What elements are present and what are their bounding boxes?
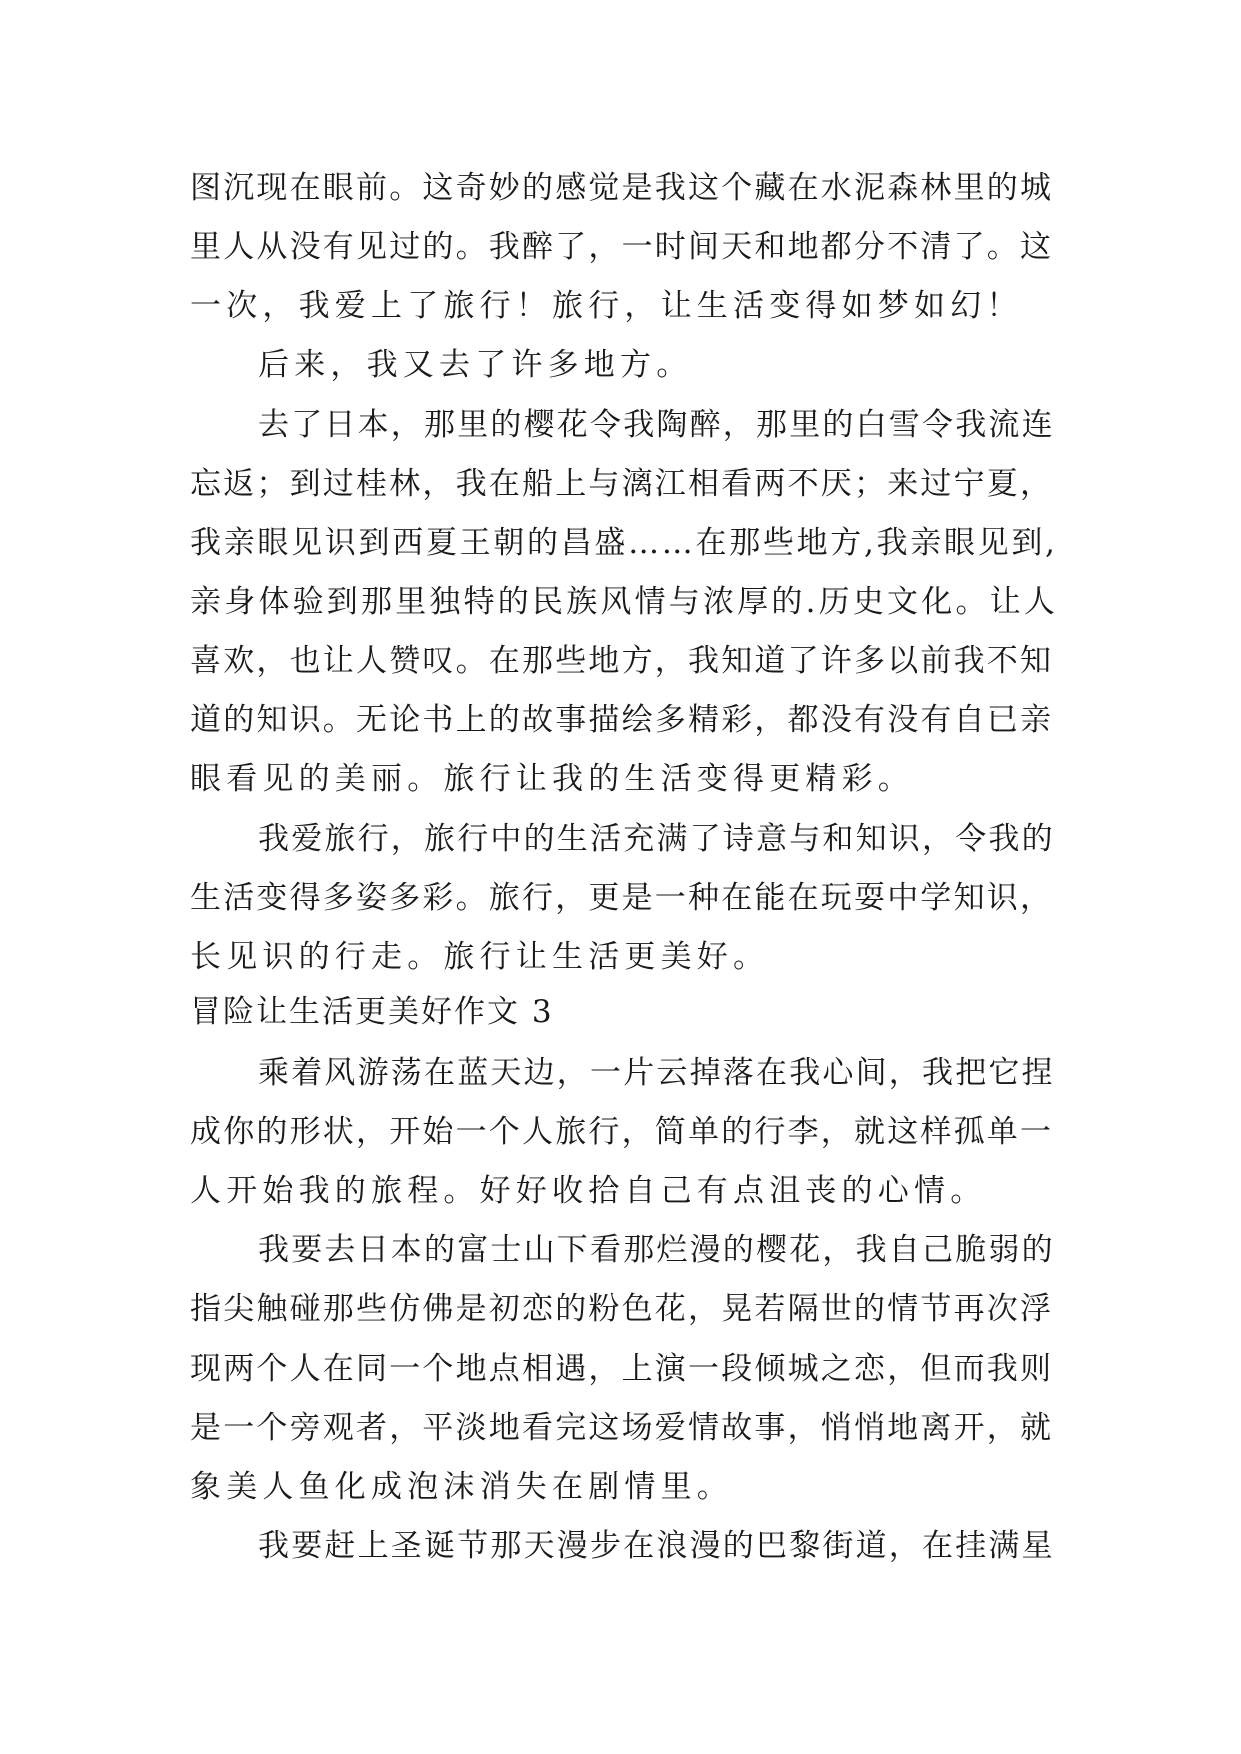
text-line: 人开始我的旅程。好好收拾自己有点沮丧的心情。 (190, 1173, 987, 1209)
text-line: 长见识的行走。旅行让生活更美好。 (190, 939, 770, 975)
text-line: 生活变得多姿多彩。旅行，更是一种在能在玩耍中学知识， (190, 880, 1054, 916)
text-line: 一次，我爱上了旅行！旅行，让生活变得如梦如幻！ (190, 288, 1023, 324)
text-line: 我要去日本的富士山下看那烂漫的樱花，我自己脆弱的 (258, 1232, 1055, 1268)
text-line: 现两个人在同一个地点相遇，上演一段倾城之恋，但而我则 (190, 1351, 1054, 1387)
text-line: 眼看见的美丽。旅行让我的生活变得更精彩。 (190, 761, 914, 797)
text-line: 我亲眼见识到西夏王朝的昌盛……在那些地方,我亲眼见到, (190, 525, 1058, 561)
text-line: 象美人鱼化成泡沫消失在剧情里。 (190, 1469, 733, 1505)
text-line: 去了日本，那里的樱花令我陶醉，那里的白雪令我流连 (258, 407, 1055, 443)
text-line: 道的知识。无论书上的故事描绘多精彩，都没有没有自已亲 (190, 702, 1054, 738)
text-line: 我爱旅行，旅行中的生活充满了诗意与和知识，令我的 (258, 821, 1055, 857)
text-line: 图沉现在眼前。这奇妙的感觉是我这个藏在水泥森林里的城 (190, 170, 1054, 206)
text-line: 指尖触碰那些仿佛是初恋的粉色花，晃若隔世的情节再次浮 (190, 1291, 1054, 1327)
text-line: 忘返；到过桂林，我在船上与漓江相看两不厌；来过宁夏， (190, 466, 1054, 502)
section-heading: 冒险让生活更美好作文 3 (190, 994, 554, 1030)
text-line: 里人从没有见过的。我醉了，一时间天和地都分不清了。这 (190, 229, 1054, 265)
text-line: 成你的形状，开始一个人旅行，简单的行李，就这样孤单一 (190, 1114, 1054, 1150)
text-line: 后来，我又去了许多地方。 (258, 347, 693, 383)
text-line: 亲身体验到那里独特的民族风情与浓厚的.历史文化。让人 (190, 584, 1059, 620)
text-line: 是一个旁观者，平淡地看完这场爱情故事，悄悄地离开，就 (190, 1410, 1054, 1446)
text-line: 喜欢，也让人赞叹。在那些地方，我知道了许多以前我不知 (190, 643, 1054, 679)
text-line: 乘着风游荡在蓝天边，一片云掉落在我心间，我把它捏 (258, 1055, 1055, 1091)
text-line: 我要赶上圣诞节那天漫步在浪漫的巴黎街道，在挂满星 (258, 1528, 1055, 1564)
